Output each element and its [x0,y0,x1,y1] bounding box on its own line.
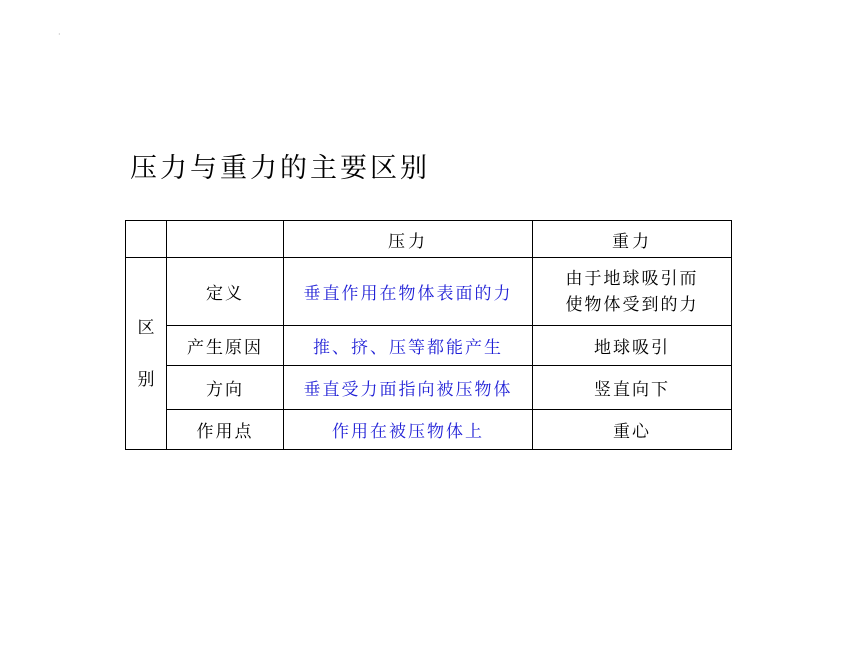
gravity-direction: 竖直向下 [533,366,732,410]
header-cell-blank-2 [167,221,284,258]
table-row [126,258,732,326]
header-cell-blank-1 [126,221,167,258]
pressure-point-of-action: 作用在被压物体上 [284,410,533,450]
gravity-cause: 地球吸引 [533,326,732,366]
gravity-definition-line-1: 由于地球吸引而 [565,268,699,289]
row-label-direction: 方向 [167,366,284,410]
table-row [126,366,732,410]
pressure-direction: 垂直受力面指向被压物体 [284,366,533,410]
table-header-row [126,221,732,258]
side-label-bottom: 别 [137,369,155,390]
gravity-point-of-action: 重心 [533,410,732,450]
table-row [126,326,732,366]
side-label-top: 区 [137,317,155,338]
pressure-cause: 推、挤、压等都能产生 [284,326,533,366]
gravity-definition-line-2: 使物体受到的力 [565,294,699,315]
side-label-difference [126,258,167,450]
header-gravity: 重力 [533,221,732,258]
header-pressure: 压力 [284,221,533,258]
comparison-table [125,220,732,450]
row-label-definition: 定义 [167,258,284,326]
corner-mark: · [58,30,61,39]
row-label-point-of-action: 作用点 [167,410,284,450]
pressure-definition: 垂直作用在物体表面的力 [284,258,533,326]
row-label-cause: 产生原因 [167,326,284,366]
table-row [126,410,732,450]
gravity-definition [533,258,732,326]
page-title: 压力与重力的主要区别 [130,153,430,184]
